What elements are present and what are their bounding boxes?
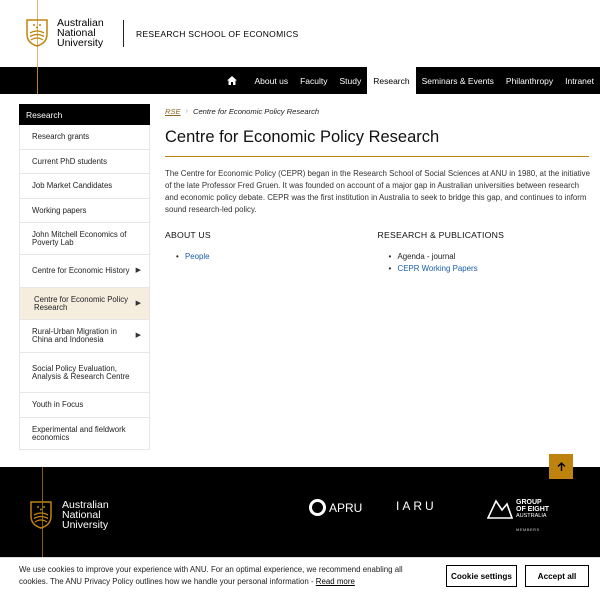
- sidebar: [19, 104, 150, 450]
- nav-seminars[interactable]: Seminars & Events: [421, 75, 494, 86]
- nav-home[interactable]: [215, 67, 249, 94]
- go8-members-label: MEMBERS: [516, 527, 540, 532]
- breadcrumb-current: Centre for Economic Policy Research: [192, 106, 320, 116]
- cookie-message: [19, 564, 419, 588]
- logo-line: Australian: [62, 499, 109, 511]
- expand-arrow-icon[interactable]: ▶: [135, 332, 141, 339]
- sidebar-item-label: Centre for Economic Policy Research: [34, 294, 129, 312]
- sidebar-item-label: Centre for Economic History: [32, 266, 130, 275]
- breadcrumb: [165, 104, 590, 118]
- sidebar-item-label: John Mitchell Economics of Poverty Lab: [32, 229, 127, 247]
- anu-crest-icon: [26, 19, 48, 47]
- sidebar-item-economic-history[interactable]: [19, 255, 150, 288]
- school-name[interactable]: RESEARCH SCHOOL OF ECONOMICS: [136, 29, 299, 39]
- nav-study[interactable]: Study: [339, 75, 362, 86]
- research-publications-section: [378, 230, 591, 275]
- sidebar-item-social-policy[interactable]: [19, 353, 150, 393]
- sidebar-item-label: Experimental and fieldwork economics: [32, 424, 126, 442]
- nav-items: [215, 67, 600, 94]
- sidebar-item-job-market[interactable]: [19, 174, 150, 199]
- apru-logo[interactable]: [309, 499, 362, 516]
- cepr-working-papers-link[interactable]: • CEPR Working Papers: [378, 263, 591, 275]
- sidebar-item-research-grants[interactable]: [19, 125, 150, 150]
- sidebar-item-label: Current PhD students: [32, 156, 107, 166]
- page-title: Centre for Economic Policy Research: [165, 128, 440, 146]
- sidebar-item-youth-in-focus[interactable]: [19, 393, 150, 418]
- arrow-up-icon: [557, 462, 566, 472]
- sidebar-item-label: Research grants: [32, 132, 90, 141]
- nav-philanthropy[interactable]: Philanthropy: [505, 75, 554, 86]
- nav-research[interactable]: Research: [367, 67, 415, 94]
- go8-line: AUSTRALIA: [516, 512, 547, 519]
- anu-logo[interactable]: [26, 18, 104, 48]
- cookie-banner: [0, 557, 600, 600]
- home-icon: [227, 76, 237, 85]
- sidebar-item-cepr[interactable]: [19, 288, 150, 320]
- anu-crest-icon: [30, 501, 52, 529]
- sidebar-item-poverty-lab[interactable]: [19, 223, 150, 255]
- nav-about[interactable]: About us: [254, 75, 289, 86]
- sidebar-item-label: Working papers: [32, 205, 87, 215]
- about-us-list: [165, 251, 378, 263]
- logo-line: University: [62, 519, 109, 531]
- apru-label: APRU: [329, 500, 363, 515]
- apru-circle-icon: [309, 499, 326, 516]
- expand-arrow-icon[interactable]: ▶: [135, 267, 141, 274]
- nav-intranet[interactable]: Intranet: [565, 75, 594, 86]
- footer-anu-logo[interactable]: [30, 500, 109, 530]
- go8-line: OF EIGHT: [516, 505, 550, 513]
- sidebar-heading[interactable]: Research: [19, 104, 150, 125]
- cookie-text: We use cookies to improve your experience with ANU. For an optimal experience, we recommend enabling all cookies. The ANU Privacy Policy outlines how we handle your personal information -: [19, 565, 403, 586]
- agenda-journal-item: • Agenda - journal: [378, 251, 591, 263]
- intro-paragraph: The Centre for Economic Policy (CEPR) began in the Research School of Social Sciences at ANU in 1980, at the initiative of the late Professor Fred Gruen. It was founded on account of a major gap in Australian universities between research and economic policy debate. CEPR was the first institution in Australia to seek to bridge this gap, and continues to inform sound research-led policy.: [165, 169, 590, 214]
- research-publications-list: [378, 251, 591, 275]
- go8-logo[interactable]: [487, 498, 550, 532]
- logo-line: National: [62, 509, 101, 521]
- iaru-label: IARU: [396, 499, 437, 513]
- iaru-logo[interactable]: [396, 499, 437, 513]
- expand-arrow-icon[interactable]: ▶: [135, 299, 141, 307]
- go8-wordmark: [516, 499, 549, 520]
- main-nav: [0, 67, 600, 94]
- breadcrumb-rse-link[interactable]: RSE: [165, 106, 181, 116]
- research-publications-heading: RESEARCH & PUBLICATIONS: [377, 230, 505, 240]
- site-header: [0, 0, 600, 67]
- content-columns: [165, 230, 590, 275]
- cookie-read-more-link[interactable]: Read more: [315, 577, 355, 586]
- sidebar-item-phd-students[interactable]: [19, 150, 150, 174]
- accept-all-cookies-button[interactable]: Accept all: [525, 565, 589, 587]
- footer-logo-wordmark: [62, 500, 109, 530]
- nav-gold-line: [37, 67, 38, 94]
- about-us-section: [165, 230, 378, 275]
- sidebar-item-label: Job Market Candidates: [32, 181, 113, 190]
- logo-line: University: [57, 37, 104, 49]
- logo-line: National: [57, 27, 96, 39]
- about-us-heading: ABOUT US: [165, 230, 211, 240]
- breadcrumb-separator-icon: ›: [185, 107, 188, 115]
- go8-mark-icon: [487, 498, 513, 520]
- logo-wordmark: [57, 18, 104, 48]
- cookie-settings-button[interactable]: Cookie settings: [446, 565, 517, 587]
- back-to-top-button[interactable]: [549, 454, 573, 479]
- logo-line: Australian: [57, 17, 104, 29]
- go8-line: GROUP: [516, 498, 542, 506]
- sidebar-item-label: Youth in Focus: [32, 400, 84, 409]
- nav-faculty[interactable]: Faculty: [300, 75, 328, 86]
- header-divider: [123, 20, 124, 47]
- title-divider: [165, 156, 589, 157]
- sidebar-item-label: Rural-Urban Migration in China and Indonesia: [32, 327, 117, 344]
- sidebar-item-rural-urban[interactable]: [19, 320, 150, 353]
- people-link[interactable]: • People: [165, 251, 378, 263]
- sidebar-item-working-papers[interactable]: [19, 199, 150, 223]
- sidebar-item-experimental[interactable]: [19, 418, 150, 450]
- main-content: [165, 104, 590, 275]
- sidebar-item-label: Social Policy Evaluation, Analysis & Research Centre: [32, 363, 130, 381]
